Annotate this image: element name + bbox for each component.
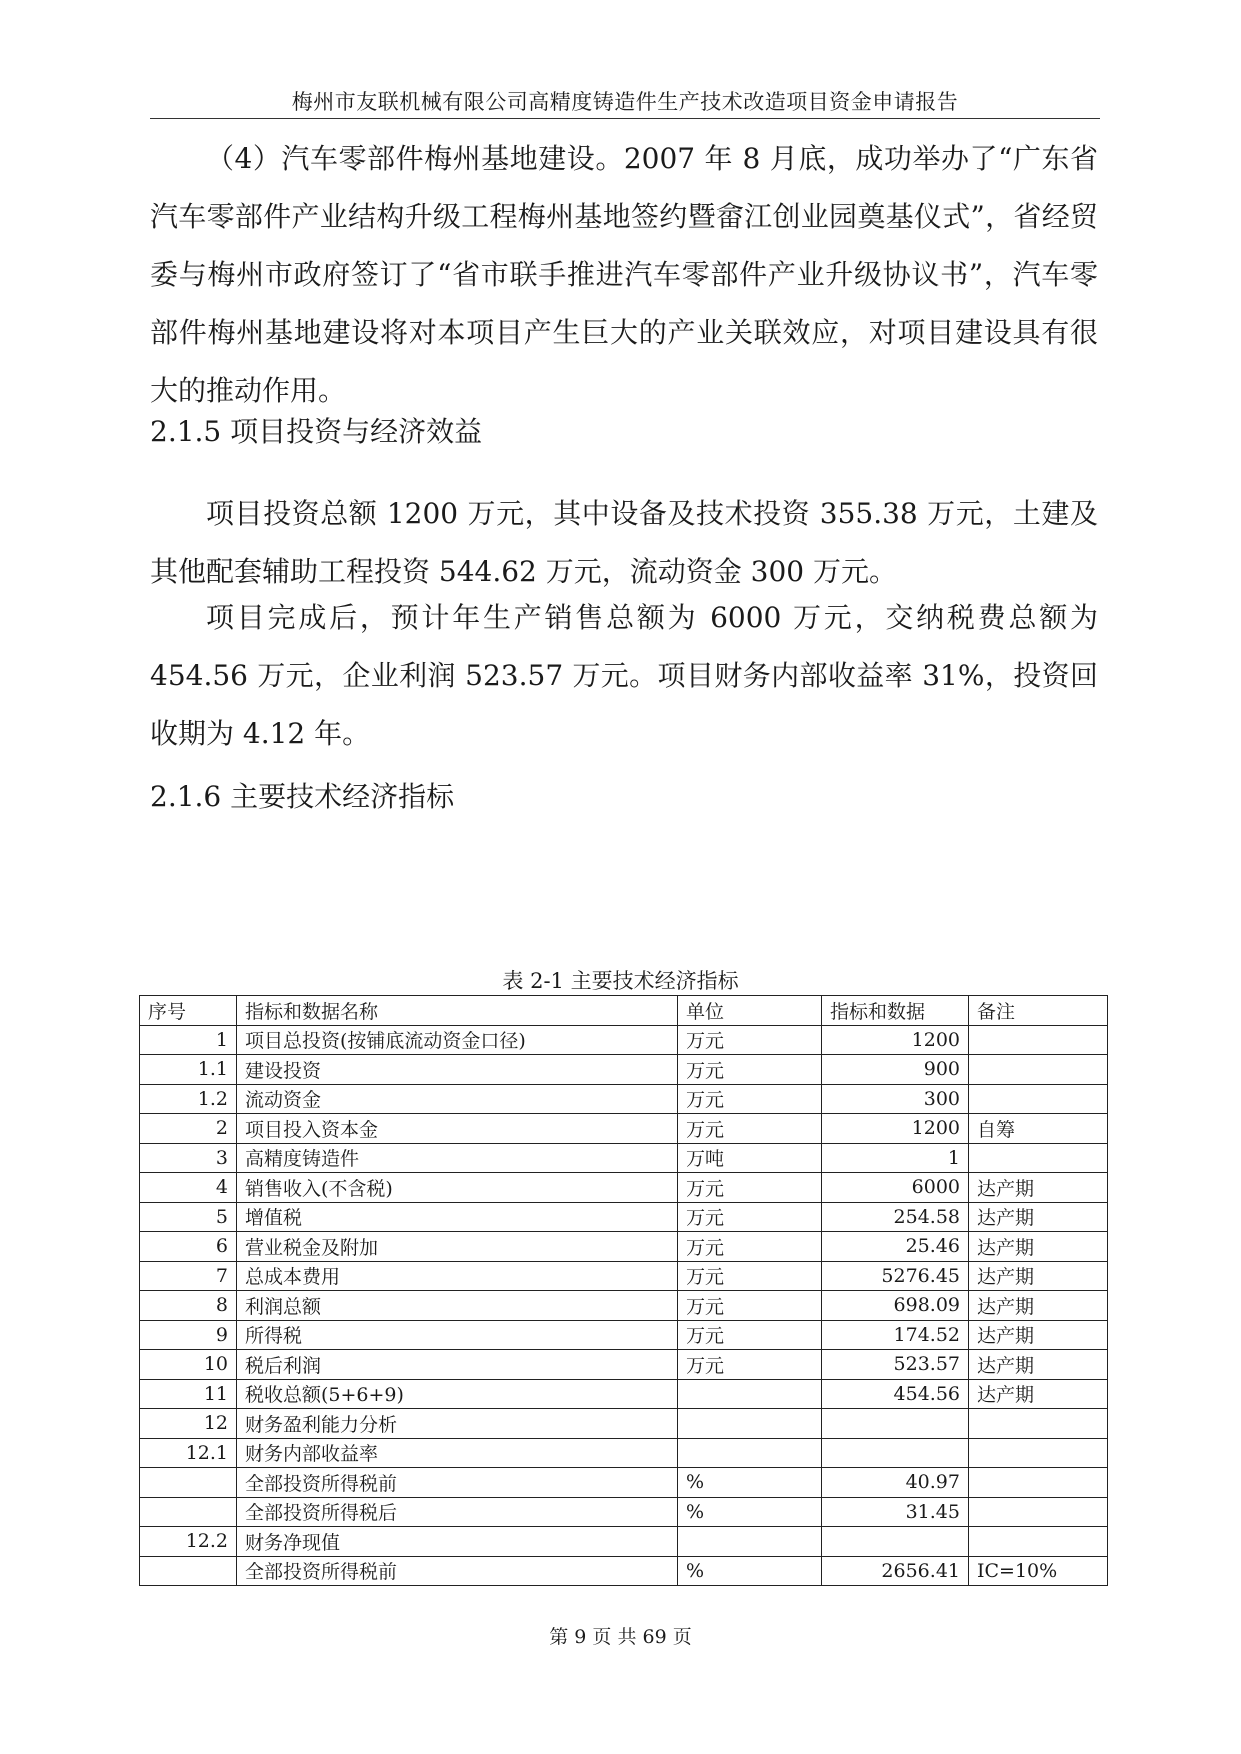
- cell-value: 2656.41: [822, 1556, 969, 1586]
- section-heading-indicators: 2.1.6 主要技术经济指标: [150, 780, 455, 813]
- cell-name: 全部投资所得税前: [237, 1556, 678, 1586]
- cell-name: 财务盈利能力分析: [237, 1409, 678, 1439]
- cell-note: [969, 1143, 1108, 1173]
- cell-note: 达产期: [969, 1173, 1108, 1203]
- section-heading-investment: 2.1.5 项目投资与经济效益: [150, 415, 483, 448]
- table-row: [140, 1084, 1108, 1114]
- table-row: [140, 1527, 1108, 1557]
- cell-name: 销售收入(不含税): [237, 1173, 678, 1203]
- cell-note: 达产期: [969, 1320, 1108, 1350]
- table-row: [140, 1173, 1108, 1203]
- table-row: [140, 1261, 1108, 1291]
- table-row: [140, 1202, 1108, 1232]
- cell-seq: [140, 1497, 237, 1527]
- table-row: [140, 1556, 1108, 1586]
- cell-unit: 万元: [678, 1202, 822, 1232]
- cell-name: 全部投资所得税前: [237, 1468, 678, 1498]
- cell-seq: 11: [140, 1379, 237, 1409]
- cell-name: 税后利润: [237, 1350, 678, 1380]
- table-row: [140, 1025, 1108, 1055]
- table-row: [140, 1143, 1108, 1173]
- cell-value: 31.45: [822, 1497, 969, 1527]
- cell-name: 利润总额: [237, 1291, 678, 1321]
- cell-unit: [678, 1379, 822, 1409]
- cell-name: 增值税: [237, 1202, 678, 1232]
- cell-value: [822, 1409, 969, 1439]
- cell-note: [969, 1468, 1108, 1498]
- header-divider: [150, 118, 1100, 119]
- cell-note: [969, 1527, 1108, 1557]
- table-row: [140, 1379, 1108, 1409]
- table-caption: 表 2-1 主要技术经济指标: [502, 969, 739, 993]
- cell-note: [969, 1025, 1108, 1055]
- cell-seq: 4: [140, 1173, 237, 1203]
- cell-name: 流动资金: [237, 1084, 678, 1114]
- cell-seq: 8: [140, 1291, 237, 1321]
- paragraph-auto-parts-base: （4）汽车零部件梅州基地建设。2007 年 8 月底，成功举办了“广东省汽车零部件产业结构升级工程梅州基地签约暨畲江创业园奠基仪式”，省经贸委与梅州市政府签订了“省市联手推进汽车零部件产业升级协议书”，汽车零部件梅州基地建设将对本项目产生巨大的产业关联效应，对项目建设具有很大的推动作用。: [150, 142, 1098, 407]
- cell-seq: 12.2: [140, 1527, 237, 1557]
- cell-unit: 万吨: [678, 1143, 822, 1173]
- cell-seq: 12: [140, 1409, 237, 1439]
- cell-note: 达产期: [969, 1261, 1108, 1291]
- indicator-table: [139, 995, 1108, 1586]
- header-cell-seq: 序号: [140, 996, 237, 1026]
- cell-seq: 6: [140, 1232, 237, 1262]
- cell-note: 达产期: [969, 1379, 1108, 1409]
- cell-unit: 万元: [678, 1232, 822, 1262]
- table-header-row: [140, 996, 1108, 1026]
- header-cell-unit: 单位: [678, 996, 822, 1026]
- cell-value: 174.52: [822, 1320, 969, 1350]
- cell-name: 财务净现值: [237, 1527, 678, 1557]
- cell-seq: [140, 1556, 237, 1586]
- table-row: [140, 1114, 1108, 1144]
- cell-name: 项目投入资本金: [237, 1114, 678, 1144]
- cell-unit: 万元: [678, 1025, 822, 1055]
- paragraph-investment-total: 项目投资总额 1200 万元，其中设备及技术投资 355.38 万元，土建及其他配套辅助工程投资 544.62 万元，流动资金 300 万元。: [150, 497, 1098, 588]
- cell-value: 25.46: [822, 1232, 969, 1262]
- cell-value: 1200: [822, 1114, 969, 1144]
- table-row: [140, 1350, 1108, 1380]
- cell-unit: [678, 1409, 822, 1439]
- cell-value: 300: [822, 1084, 969, 1114]
- cell-name: 税收总额(5+6+9): [237, 1379, 678, 1409]
- cell-seq: 10: [140, 1350, 237, 1380]
- table-row: [140, 1409, 1108, 1439]
- cell-unit: 万元: [678, 1084, 822, 1114]
- cell-value: 40.97: [822, 1468, 969, 1498]
- cell-unit: 万元: [678, 1114, 822, 1144]
- cell-unit: 万元: [678, 1320, 822, 1350]
- cell-value: 1200: [822, 1025, 969, 1055]
- cell-note: [969, 1055, 1108, 1085]
- table-row: [140, 1438, 1108, 1468]
- cell-value: 900: [822, 1055, 969, 1085]
- cell-value: 523.57: [822, 1350, 969, 1380]
- cell-unit: [678, 1527, 822, 1557]
- table-row: [140, 1055, 1108, 1085]
- cell-note: 达产期: [969, 1291, 1108, 1321]
- cell-unit: %: [678, 1497, 822, 1527]
- header-cell-note: 备注: [969, 996, 1108, 1026]
- cell-unit: 万元: [678, 1055, 822, 1085]
- cell-seq: 1.1: [140, 1055, 237, 1085]
- cell-value: 1: [822, 1143, 969, 1173]
- table-row: [140, 1320, 1108, 1350]
- page-header: 梅州市友联机械有限公司高精度铸造件生产技术改造项目资金申请报告: [291, 90, 959, 114]
- cell-seq: 5: [140, 1202, 237, 1232]
- cell-name: 总成本费用: [237, 1261, 678, 1291]
- cell-name: 全部投资所得税后: [237, 1497, 678, 1527]
- paragraph-economic-benefit: 项目完成后，预计年生产销售总额为 6000 万元，交纳税费总额为 454.56 万元，企业利润 523.57 万元。项目财务内部收益率 31%，投资回收期为 4.12 年。: [150, 601, 1098, 750]
- cell-value: [822, 1438, 969, 1468]
- cell-unit: 万元: [678, 1350, 822, 1380]
- cell-value: 6000: [822, 1173, 969, 1203]
- table-row: [140, 1497, 1108, 1527]
- cell-note: 达产期: [969, 1350, 1108, 1380]
- cell-value: 698.09: [822, 1291, 969, 1321]
- cell-name: 财务内部收益率: [237, 1438, 678, 1468]
- cell-value: 5276.45: [822, 1261, 969, 1291]
- cell-name: 所得税: [237, 1320, 678, 1350]
- cell-seq: 2: [140, 1114, 237, 1144]
- header-cell-value: 指标和数据: [822, 996, 969, 1026]
- cell-value: [822, 1527, 969, 1557]
- cell-note: 达产期: [969, 1232, 1108, 1262]
- cell-name: 建设投资: [237, 1055, 678, 1085]
- cell-note: [969, 1497, 1108, 1527]
- cell-note: [969, 1438, 1108, 1468]
- cell-seq: 12.1: [140, 1438, 237, 1468]
- cell-unit: %: [678, 1556, 822, 1586]
- cell-note: IC=10%: [969, 1556, 1108, 1586]
- cell-note: 自筹: [969, 1114, 1108, 1144]
- page-footer: 第 9 页 共 69 页: [549, 1626, 692, 1648]
- cell-seq: 3: [140, 1143, 237, 1173]
- header-cell-name: 指标和数据名称: [237, 996, 678, 1026]
- cell-value: 454.56: [822, 1379, 969, 1409]
- table-row: [140, 1291, 1108, 1321]
- cell-seq: 1.2: [140, 1084, 237, 1114]
- cell-note: [969, 1409, 1108, 1439]
- cell-seq: [140, 1468, 237, 1498]
- cell-unit: 万元: [678, 1261, 822, 1291]
- cell-unit: 万元: [678, 1173, 822, 1203]
- cell-unit: %: [678, 1468, 822, 1498]
- cell-seq: 9: [140, 1320, 237, 1350]
- cell-name: 项目总投资(按铺底流动资金口径): [237, 1025, 678, 1055]
- cell-unit: [678, 1438, 822, 1468]
- cell-seq: 1: [140, 1025, 237, 1055]
- cell-unit: 万元: [678, 1291, 822, 1321]
- cell-name: 营业税金及附加: [237, 1232, 678, 1262]
- cell-note: [969, 1084, 1108, 1114]
- cell-seq: 7: [140, 1261, 237, 1291]
- table-row: [140, 1468, 1108, 1498]
- table-row: [140, 1232, 1108, 1262]
- cell-name: 高精度铸造件: [237, 1143, 678, 1173]
- cell-value: 254.58: [822, 1202, 969, 1232]
- cell-note: 达产期: [969, 1202, 1108, 1232]
